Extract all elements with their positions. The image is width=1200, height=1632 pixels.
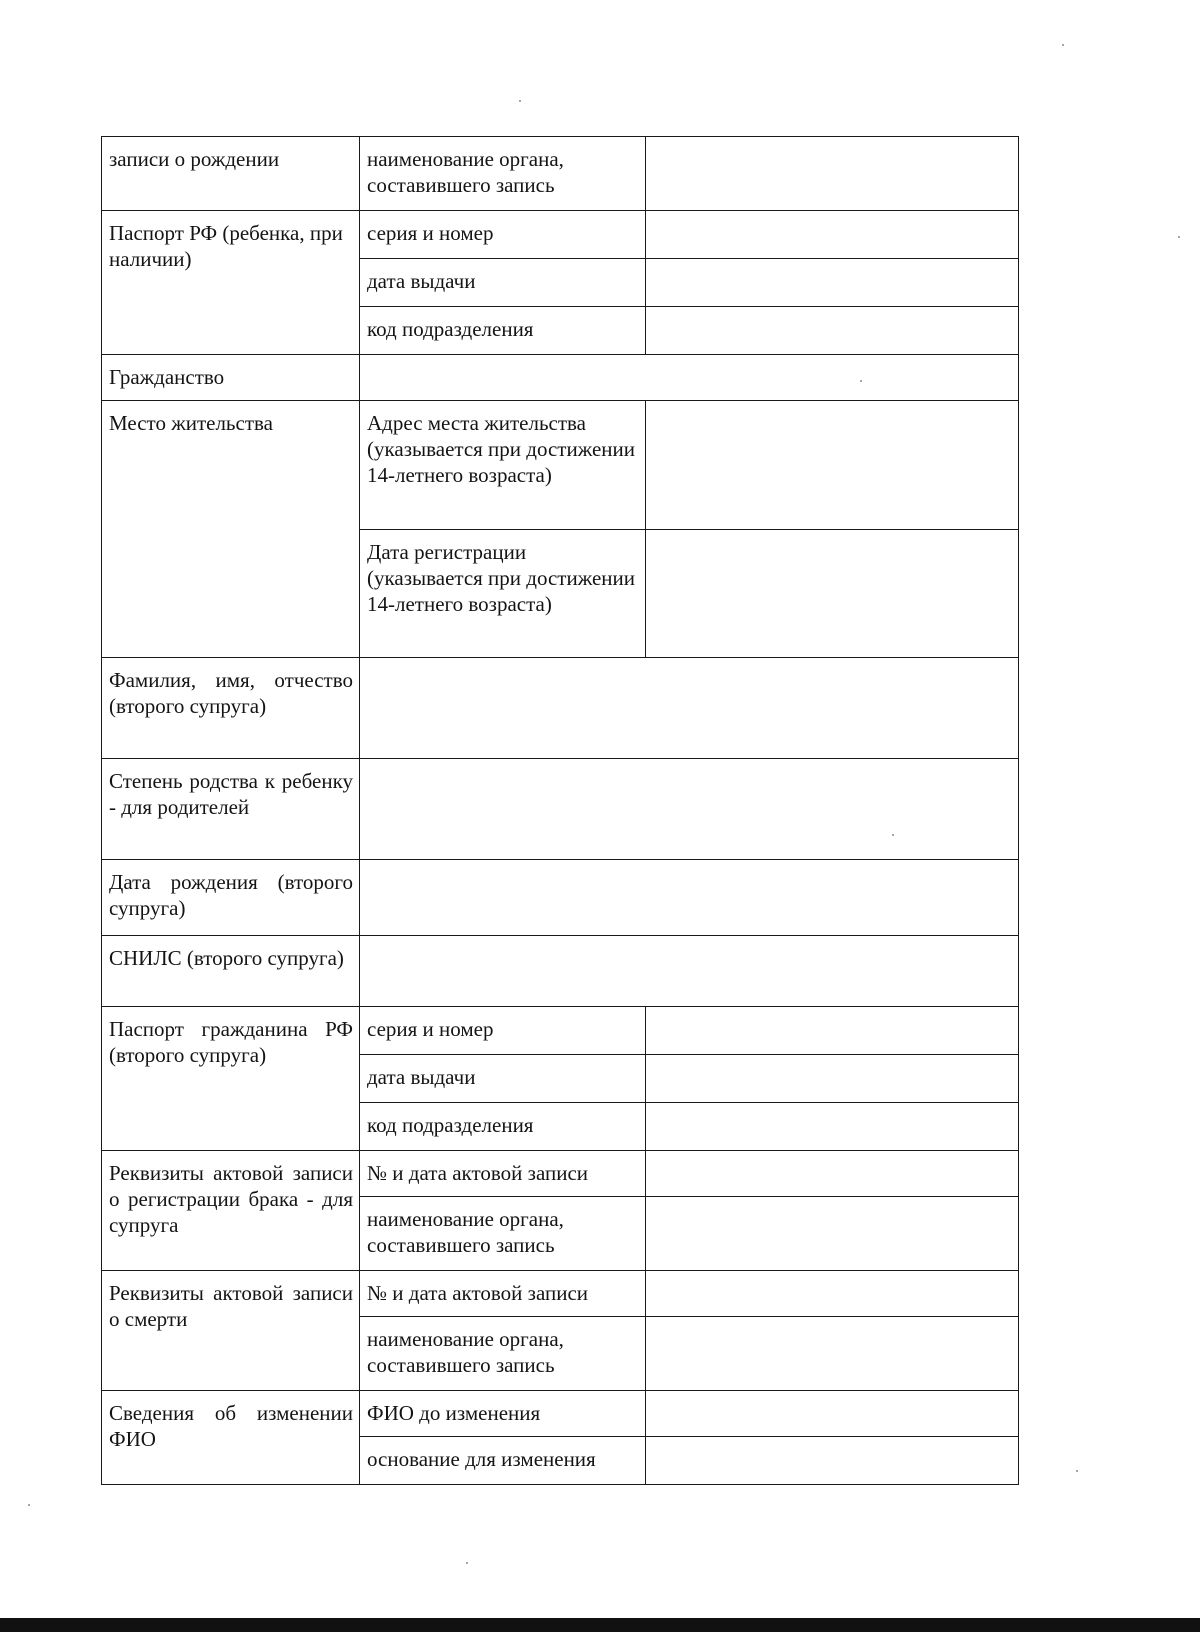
value-cell[interactable] — [646, 1007, 1019, 1055]
value-cell[interactable] — [360, 658, 1019, 759]
value-cell[interactable] — [646, 307, 1019, 355]
value-cell[interactable] — [646, 1151, 1019, 1197]
table-row — [102, 1391, 1019, 1437]
table-row — [102, 759, 1019, 860]
row-label: Фамилия, имя, отчество (второго супруга) — [102, 658, 360, 759]
field-label: ФИО до изменения — [360, 1391, 646, 1437]
scan-speck — [860, 380, 862, 382]
row-label: Гражданство — [102, 355, 360, 401]
row-label: Паспорт гражданина РФ (второго супруга) — [102, 1007, 360, 1151]
field-label: наименование органа, составившего запись — [360, 137, 646, 211]
value-cell[interactable] — [646, 259, 1019, 307]
scan-speck — [1062, 44, 1064, 46]
field-label: Дата регистрации (указывается при достижении 14-летнего возраста) — [360, 530, 646, 658]
row-label: Степень родства к ребенку - для родителей — [102, 759, 360, 860]
field-label: серия и номер — [360, 1007, 646, 1055]
value-cell[interactable] — [360, 759, 1019, 860]
scan-speck — [892, 834, 894, 836]
value-cell[interactable] — [360, 355, 1019, 401]
field-label: Адрес места жительства (указывается при достижении 14-летнего возраста) — [360, 401, 646, 530]
row-label: Дата рождения (второго супруга) — [102, 860, 360, 936]
table-row — [102, 211, 1019, 259]
table-row — [102, 355, 1019, 401]
field-label: основание для изменения — [360, 1437, 646, 1485]
value-cell[interactable] — [646, 1437, 1019, 1485]
value-cell[interactable] — [360, 936, 1019, 1007]
value-cell[interactable] — [646, 211, 1019, 259]
field-label: код подразделения — [360, 307, 646, 355]
value-cell[interactable] — [646, 137, 1019, 211]
row-label: Реквизиты актовой записи о регистрации брака - для супруга — [102, 1151, 360, 1271]
field-label: дата выдачи — [360, 259, 646, 307]
scan-speck — [28, 1504, 30, 1506]
table-row — [102, 1007, 1019, 1055]
value-cell[interactable] — [646, 1197, 1019, 1271]
value-cell[interactable] — [646, 1391, 1019, 1437]
field-label: № и дата актовой записи — [360, 1151, 646, 1197]
row-label: Место жительства — [102, 401, 360, 658]
value-cell[interactable] — [646, 1271, 1019, 1317]
table-row — [102, 658, 1019, 759]
scan-edge-bar — [0, 1618, 1200, 1632]
field-label: наименование органа, составившего запись — [360, 1317, 646, 1391]
value-cell[interactable] — [360, 860, 1019, 936]
row-label: Паспорт РФ (ребенка, при наличии) — [102, 211, 360, 355]
form-table — [101, 136, 1019, 1485]
value-cell[interactable] — [646, 530, 1019, 658]
scan-speck — [519, 100, 521, 102]
value-cell[interactable] — [646, 1055, 1019, 1103]
field-label: код подразделения — [360, 1103, 646, 1151]
table-row — [102, 1151, 1019, 1197]
table-row — [102, 860, 1019, 936]
field-label: наименование органа, составившего запись — [360, 1197, 646, 1271]
table-row — [102, 401, 1019, 530]
row-label: записи о рождении — [102, 137, 360, 211]
field-label: серия и номер — [360, 211, 646, 259]
row-label: Сведения об изменении ФИО — [102, 1391, 360, 1485]
row-label: Реквизиты актовой записи о смерти — [102, 1271, 360, 1391]
table-row — [102, 137, 1019, 211]
scan-speck — [1076, 1470, 1078, 1472]
scan-speck — [1178, 236, 1180, 238]
table-row — [102, 1271, 1019, 1317]
scan-speck — [466, 1562, 468, 1564]
table-row — [102, 936, 1019, 1007]
field-label: дата выдачи — [360, 1055, 646, 1103]
row-label: СНИЛС (второго супруга) — [102, 936, 360, 1007]
value-cell[interactable] — [646, 1317, 1019, 1391]
field-label: № и дата актовой записи — [360, 1271, 646, 1317]
value-cell[interactable] — [646, 401, 1019, 530]
value-cell[interactable] — [646, 1103, 1019, 1151]
